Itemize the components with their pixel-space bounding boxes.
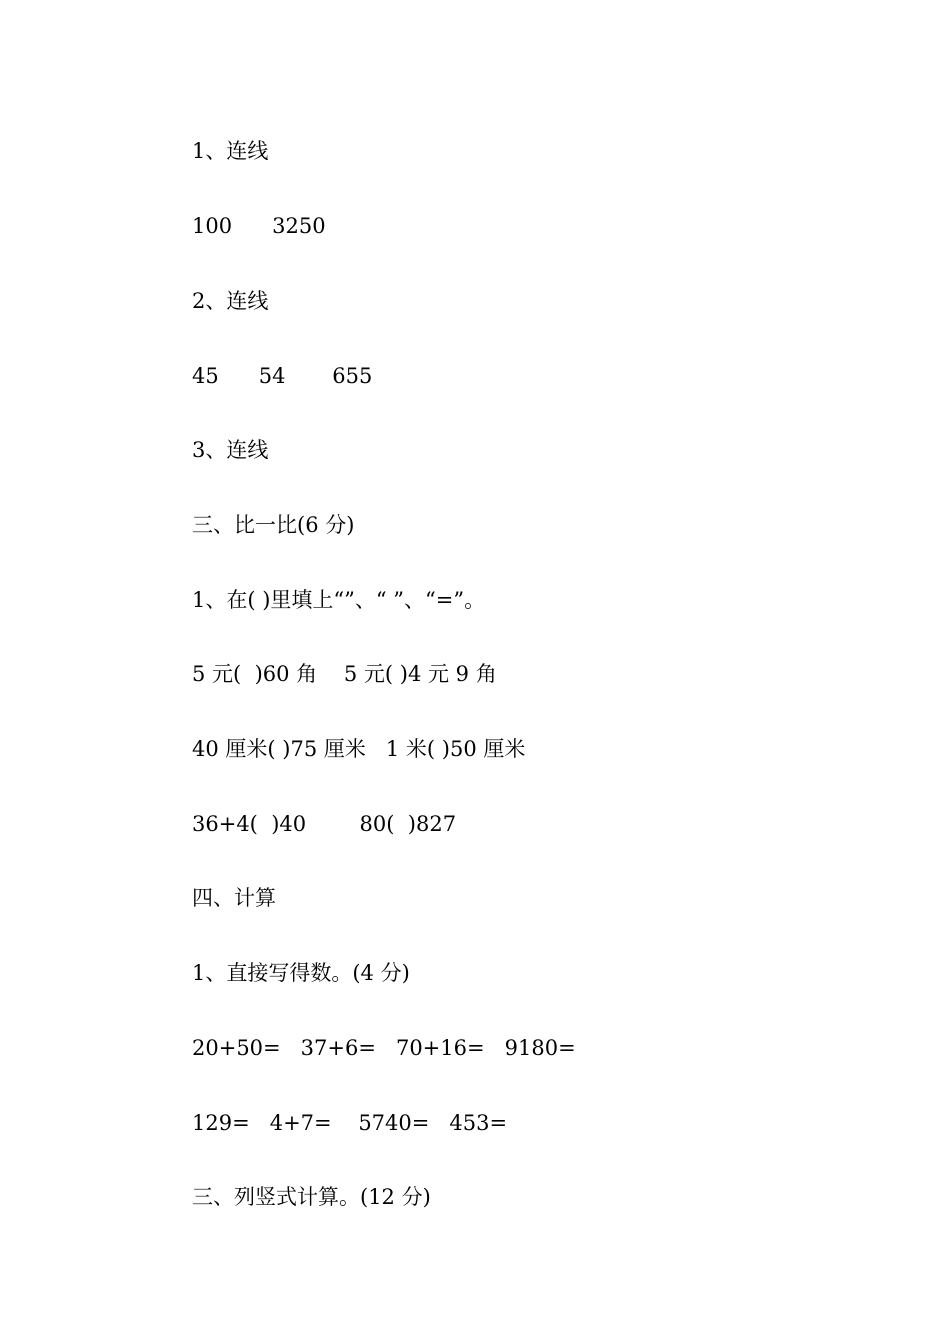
direct-answer-instruction: 1、直接写得数。(4 分) xyxy=(192,961,410,985)
question-2-numbers: 45 54 655 xyxy=(192,364,373,388)
compare-row-money: 5 元( )60 角 5 元( )4 元 9 角 xyxy=(192,662,497,686)
compare-row-arithmetic: 36+4( )40 80( )827 xyxy=(192,812,457,836)
question-1-numbers: 100 3250 xyxy=(192,214,326,238)
question-heading-2-connect: 2、连线 xyxy=(192,289,269,313)
section-heading-compare: 三、比一比(6 分) xyxy=(192,513,355,537)
section-heading-vertical-calculation: 三、列竖式计算。(12 分) xyxy=(192,1185,431,1209)
question-heading-1-connect: 1、连线 xyxy=(192,139,269,163)
compare-instruction: 1、在( )里填上“”、“ ”、“=”。 xyxy=(192,588,486,612)
direct-answer-row-1: 20+50= 37+6= 70+16= 9180= xyxy=(192,1036,576,1060)
compare-row-length: 40 厘米( )75 厘米 1 米( )50 厘米 xyxy=(192,737,526,761)
question-heading-3-connect: 3、连线 xyxy=(192,438,269,462)
section-heading-calculate: 四、计算 xyxy=(192,886,276,910)
direct-answer-row-2: 129= 4+7= 5740= 453= xyxy=(192,1111,508,1135)
